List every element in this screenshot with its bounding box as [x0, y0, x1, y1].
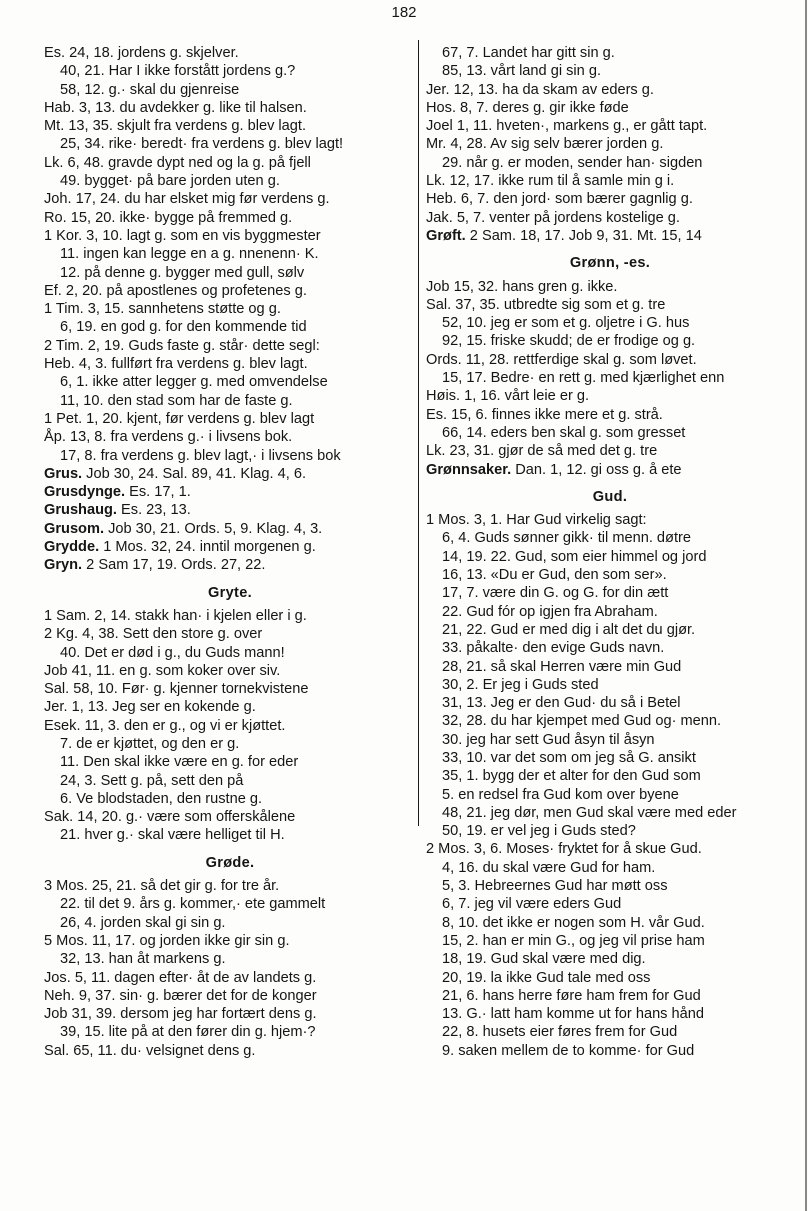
verse-reference-line: 21, 22. Gud er med dig i alt det du gjør. — [442, 621, 696, 638]
verse-reference-line: Høis. 1, 16. vårt leie er g. — [426, 388, 590, 405]
verse-reference-line: 6. Ve blodstaden, den rustne g. — [60, 790, 263, 807]
right-column — [426, 44, 794, 1060]
verse-reference-line: 2 Mos. 3, 6. Moses· fryktet for å skue Gud. — [426, 841, 702, 858]
verse-reference-line: 21. hver g.· skal være helliget til H. — [60, 827, 285, 844]
entry-keyword: Grusom. — [44, 520, 105, 537]
index-entry — [44, 538, 416, 556]
verse-reference-line: 1 Pet. 1, 20. kjent, før verdens g. blev lagt — [44, 410, 315, 427]
verse-reference-line: Esek. 11, 3. den er g., og vi er kjøttet. — [44, 717, 286, 734]
verse-reference-line: 26, 4. jorden skal gi sin g. — [60, 914, 226, 931]
verse-reference-line: 29. når g. er moden, sender han· sigden — [442, 154, 703, 171]
verse-reference-line: 32, 13. han åt markens g. — [60, 951, 226, 968]
verse-reference-line: Es. 24, 18. jordens g. skjelver. — [44, 45, 239, 61]
verse-reference-line: 4, 16. du skal være Gud for ham. — [442, 859, 656, 876]
verse-reference-line: 39, 15. lite på at den fører din g. hjem·? — [60, 1024, 316, 1041]
page-number: 182 — [391, 4, 417, 21]
entry-keyword: Grus. — [44, 465, 83, 482]
verse-reference-line: 40, 21. Har I ikke forstått jordens g.? — [60, 63, 296, 80]
verse-reference-line: Ef. 2, 20. på apostlenes og profetenes g. — [44, 282, 307, 299]
entry-references: Es. 23, 13. — [116, 502, 191, 519]
index-entry — [426, 227, 794, 245]
verse-reference-line: Sal. 58, 10. Før· g. kjenner tornekvistene — [44, 681, 309, 698]
entry-references: Dan. 1, 12. gi oss g. å ete — [511, 461, 682, 478]
verse-reference-line: 5 Mos. 11, 17. og jorden ikke gir sin g. — [44, 932, 290, 949]
left-column — [44, 44, 416, 1060]
verse-reference-line: 6, 7. jeg vil være eders Gud — [442, 896, 622, 913]
verse-reference-line: 11. ingen kan legge en a g. nnenenn· K. — [60, 246, 319, 263]
verse-reference-line: 58, 12. g.· skal du gjenreise — [60, 81, 240, 98]
entry-keyword: Grusdynge. — [44, 484, 126, 501]
section-heading: Grøde. — [205, 854, 255, 871]
verse-reference-line: Lk. 23, 31. gjør de så med det g. tre — [426, 443, 658, 460]
entry-references: 2 Sam 17, 19. Ords. 27, 22. — [82, 557, 266, 574]
verse-reference-line: Sal. 37, 35. utbredte sig som et g. tre — [426, 296, 666, 313]
verse-reference-line: 28, 21. så skal Herren være min Gud — [442, 658, 682, 675]
column-divider — [418, 40, 419, 826]
verse-reference-line: 11, 10. den stad som har de faste g. — [60, 392, 293, 409]
verse-reference-line: 22. til det 9. års g. kommer,· ete gammelt — [60, 896, 326, 913]
verse-reference-line: Jos. 5, 11. dagen efter· åt de av landets g. — [44, 969, 317, 986]
verse-reference-line: 92, 15. friske skudd; de er frodige og g. — [442, 333, 696, 350]
verse-reference-line: Es. 15, 6. finnes ikke mere et g. strå. — [426, 406, 663, 423]
verse-reference-line: 40. Det er død i g., du Guds mann! — [60, 644, 285, 661]
verse-reference-line: 16, 13. «Du er Gud, den som ser». — [442, 567, 667, 584]
entry-references: 2 Sam. 18, 17. Job 9, 31. Mt. 15, 14 — [465, 227, 702, 244]
verse-reference-line: 21, 6. hans herre føre ham frem for Gud — [442, 987, 701, 1004]
index-entry — [426, 461, 794, 479]
verse-reference-line: 67, 7. Landet har gitt sin g. — [442, 45, 615, 61]
verse-reference-line: Lk. 6, 48. gravde dypt ned og la g. på fjell — [44, 154, 311, 171]
verse-reference-line: 3 Mos. 25, 21. så det gir g. for tre år. — [44, 878, 280, 895]
verse-reference-line: 15, 17. Bedre· en rett g. med kjærlighet enn — [442, 370, 725, 387]
section-heading: Gud. — [592, 488, 628, 505]
verse-reference-line: 1 Sam. 2, 14. stakk han· i kjelen eller i g. — [44, 607, 307, 624]
entry-keyword: Grønnsaker. — [426, 461, 512, 478]
verse-reference-line: 30. jeg har sett Gud åsyn til åsyn — [442, 731, 655, 748]
verse-reference-line: Sal. 65, 11. du· velsignet dens g. — [44, 1042, 256, 1059]
verse-reference-line: 2 Tim. 2, 19. Guds faste g. står· dette segl: — [44, 337, 320, 354]
verse-reference-line: 8, 10. det ikke er nogen som H. vår Gud. — [442, 914, 705, 931]
verse-reference-line: Sak. 14, 20. g.· være som offerskålene — [44, 809, 296, 826]
verse-reference-line: 7. de er kjøttet, og den er g. — [60, 735, 240, 752]
index-entry — [44, 483, 416, 501]
entry-keyword: Grøft. — [426, 227, 466, 244]
verse-reference-line: 33, 10. var det som om jeg så G. ansikt — [442, 749, 696, 766]
verse-reference-line: Jer. 12, 13. ha da skam av eders g. — [426, 81, 654, 98]
verse-reference-line: 2 Kg. 4, 38. Sett den store g. over — [44, 626, 263, 643]
index-entry — [44, 556, 416, 574]
entry-references: Es. 17, 1. — [125, 484, 191, 501]
verse-reference-line: 35, 1. bygg der et alter for den Gud som — [442, 768, 701, 785]
verse-reference-line: 85, 13. vårt land gi sin g. — [442, 63, 602, 80]
verse-reference-line: 9. saken mellem de to komme· for Gud — [442, 1042, 695, 1059]
index-entry — [44, 520, 416, 538]
verse-reference-line: 32, 28. du har kjempet med Gud og· menn. — [442, 713, 722, 730]
verse-reference-line: Neh. 9, 37. sin· g. bærer det for de konger — [44, 987, 317, 1004]
verse-reference-line: 6, 4. Guds sønner gikk· til menn. døtre — [442, 530, 691, 547]
verse-reference-line: 5. en redsel fra Gud kom over byene — [442, 786, 679, 803]
index-entry — [44, 465, 416, 483]
index-entry — [44, 501, 416, 519]
verse-reference-line: 6, 1. ikke atter legger g. med omvendelse — [60, 374, 328, 391]
verse-reference-line: Heb. 6, 7. den jord· som bærer gagnlig g. — [426, 191, 693, 208]
verse-reference-line: 22. Gud fór op igjen fra Abraham. — [442, 603, 658, 620]
verse-reference-line: 20, 19. la ikke Gud tale med oss — [442, 969, 651, 986]
verse-reference-line: Hos. 8, 7. deres g. gir ikke føde — [426, 99, 629, 116]
verse-reference-line: Joh. 17, 24. du har elsket mig før verdens g. — [44, 191, 330, 208]
verse-reference-line: 1 Kor. 3, 10. lagt g. som en vis byggmester — [44, 227, 321, 244]
verse-reference-line: Job 41, 11. en g. som koker over siv. — [44, 662, 281, 679]
verse-reference-line: 24, 3. Sett g. på, sett den på — [60, 772, 244, 789]
entry-keyword: Gryn. — [44, 557, 83, 574]
verse-reference-line: 13. G.· latt ham komme ut for hans hånd — [442, 1006, 705, 1023]
verse-reference-line: 6, 19. en god g. for den kommende tid — [60, 319, 307, 336]
verse-reference-line: 18, 19. Gud skal være med dig. — [442, 951, 646, 968]
verse-reference-line: 25, 34. rike· beredt· fra verdens g. blev lagt! — [60, 136, 344, 153]
section-heading: Grønn, -es. — [569, 255, 651, 272]
verse-reference-line: 15, 2. han er min G., og jeg vil prise ham — [442, 932, 705, 949]
verse-reference-line: Lk. 12, 17. ikke rum til å samle min g i. — [426, 173, 675, 190]
verse-reference-line: 22, 8. husets eier føres frem for Gud — [442, 1024, 678, 1041]
entry-references: Job 30, 21. Ords. 5, 9. Klag. 4, 3. — [104, 520, 323, 537]
verse-reference-line: 50, 19. er vel jeg i Guds sted? — [442, 823, 636, 840]
verse-reference-line: 11. Den skal ikke være en g. for eder — [60, 754, 299, 771]
verse-reference-line: 5, 3. Hebreernes Gud har møtt oss — [442, 878, 668, 895]
verse-reference-line: Jer. 1, 13. Jeg ser en kokende g. — [44, 699, 256, 716]
verse-reference-line: Mt. 13, 35. skjult fra verdens g. blev lagt. — [44, 118, 307, 135]
verse-reference-line: Job 15, 32. hans gren g. ikke. — [426, 278, 618, 295]
verse-reference-line: 52, 10. jeg er som et g. oljetre i G. hus — [442, 315, 690, 332]
verse-reference-line: Jak. 5, 7. venter på jordens kostelige g. — [426, 209, 680, 226]
entry-references: 1 Mos. 32, 24. inntil morgenen g. — [99, 539, 316, 556]
verse-reference-line: 66, 14. eders ben skal g. som gresset — [442, 424, 686, 441]
verse-reference-line: 14, 19. 22. Gud, som eier himmel og jord — [442, 548, 707, 565]
verse-reference-line: Job 31, 39. dersom jeg har fortært dens g. — [44, 1006, 317, 1023]
verse-reference-line: 30, 2. Er jeg i Guds sted — [442, 676, 599, 693]
verse-reference-line: Mr. 4, 28. Av sig selv bærer jorden g. — [426, 136, 664, 153]
verse-reference-line: 49. bygget· på bare jorden uten g. — [60, 173, 280, 190]
verse-reference-line: Hab. 3, 13. du avdekker g. like til halsen. — [44, 99, 307, 116]
verse-reference-line: Joel 1, 11. hveten·, markens g., er gått tapt. — [426, 118, 708, 135]
verse-reference-line: 48, 21. jeg dør, men Gud skal være med eder — [442, 804, 737, 821]
verse-reference-line: 12. på denne g. bygger med gull, sølv — [60, 264, 305, 281]
verse-reference-line: 1 Mos. 3, 1. Har Gud virkelig sagt: — [426, 512, 647, 529]
verse-reference-line: 31, 13. Jeg er den Gud· du så i Betel — [442, 695, 681, 712]
verse-reference-line: Ro. 15, 20. ikke· bygge på fremmed g. — [44, 209, 293, 226]
verse-reference-line: Heb. 4, 3. fullført fra verdens g. blev lagt. — [44, 356, 308, 373]
verse-reference-line: Ords. 11, 28. rettferdige skal g. som løvet. — [426, 351, 697, 368]
verse-reference-line: 17, 8. fra verdens g. blev lagt,· i livsens bok — [60, 447, 341, 464]
verse-reference-line: Åp. 13, 8. fra verdens g.· i livsens bok. — [44, 429, 293, 446]
verse-reference-line: 33. påkalte· den evige Guds navn. — [442, 640, 665, 657]
page-edge — [805, 0, 807, 1211]
verse-reference-line: 1 Tim. 3, 15. sannhetens støtte og g. — [44, 301, 281, 318]
verse-reference-line: 17, 7. være din G. og G. for din ætt — [442, 585, 669, 602]
entry-references: Job 30, 24. Sal. 89, 41. Klag. 4, 6. — [82, 465, 307, 482]
entry-keyword: Grushaug. — [44, 502, 117, 519]
section-heading: Gryte. — [208, 584, 252, 601]
entry-keyword: Grydde. — [44, 539, 100, 556]
